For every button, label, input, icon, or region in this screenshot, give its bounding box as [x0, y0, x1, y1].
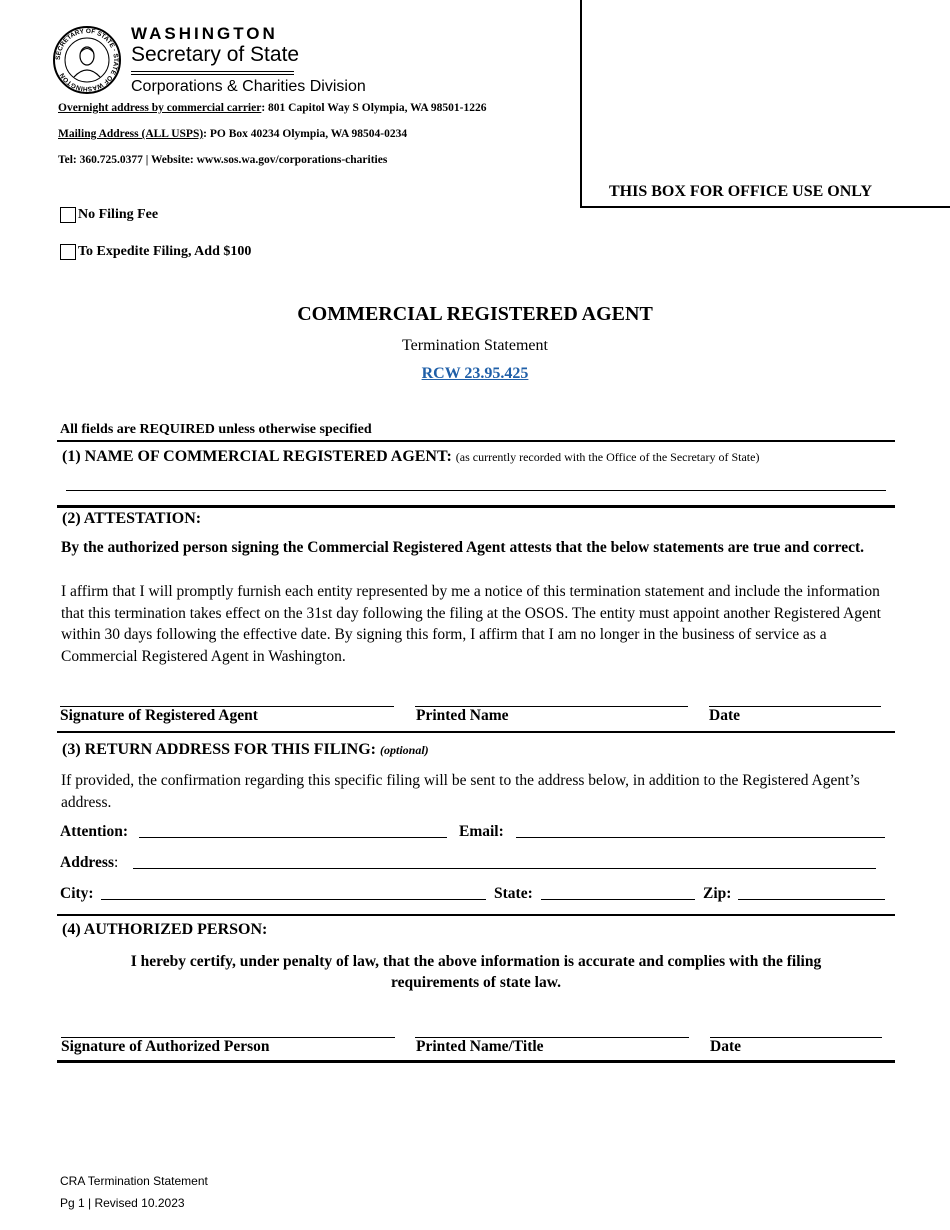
agency-state: WASHINGTON: [131, 24, 278, 43]
attention-field[interactable]: [139, 837, 447, 838]
signature-registered-agent-label: Signature of Registered Agent: [60, 707, 258, 724]
zip-field[interactable]: [738, 899, 885, 900]
agency-name: Secretary of State: [131, 43, 300, 66]
email-field[interactable]: [516, 837, 885, 838]
division-name: Corporations & Charities Division: [131, 78, 366, 95]
section-divider: [57, 914, 895, 916]
signature-authorized-person-label: Signature of Authorized Person: [61, 1038, 270, 1055]
section3-title: (3) RETURN ADDRESS FOR THIS FILING:: [62, 741, 376, 758]
mailing-address: [58, 128, 407, 140]
state-label: State:: [494, 885, 533, 902]
no-filing-fee-label: No Filing Fee: [78, 207, 159, 222]
mailing-label: Mailing Address (ALL USPS): [58, 128, 204, 140]
email-label: Email:: [459, 823, 504, 840]
return-address-body: If provided, the confirmation regarding this specific filing will be sent to the address below, in addition to the Registered Agent’s address.: [61, 772, 860, 811]
section-divider: [57, 1060, 895, 1063]
footer-page-info: Pg 1 | Revised 10.2023: [60, 1196, 185, 1210]
overnight-value: : 801 Capitol Way S Olympia, WA 98501-1226: [261, 102, 487, 114]
section2-heading: (2) ATTESTATION:: [62, 510, 202, 527]
overnight-address: [58, 102, 486, 114]
section-divider: [57, 440, 895, 442]
address-field[interactable]: [133, 868, 876, 869]
expedite-filing-label: To Expedite Filing, Add $100: [78, 244, 252, 259]
footer-form-name: CRA Termination Statement: [60, 1174, 208, 1188]
contact-line: Tel: 360.725.0377 | Website: www.sos.wa.gov/corporations-charities: [58, 154, 388, 166]
attestation-body: I affirm that I will promptly furnish each entity represented by me a notice of this termination statement and include the information that this termination takes effect on the 31st day following the filing at the OSOS. The entity must appoint another Registered Agent within 30 days following the effective date. By signing this form, I affirm that I am no longer in the business of service as a Commercial Registered Agent in Washington.: [61, 583, 881, 665]
state-field[interactable]: [541, 899, 695, 900]
section1-note: (as currently recorded with the Office of the Secretary of State): [455, 450, 760, 464]
city-label: City:: [60, 885, 94, 902]
header-divider: [131, 71, 294, 75]
zip-label: Zip:: [703, 885, 732, 902]
address-colon: :: [113, 854, 119, 871]
section1-title: (1) NAME OF COMMERCIAL REGISTERED AGENT:: [62, 448, 452, 465]
section3-heading: [62, 741, 429, 759]
no-filing-fee-checkbox[interactable]: [60, 207, 76, 223]
office-use-box: [580, 0, 950, 208]
certification-statement: I hereby certify, under penalty of law, that the above information is accurate and complies with the filing requirements of state law.: [130, 953, 822, 991]
state-seal: [52, 25, 122, 95]
expedite-filing-checkbox[interactable]: [60, 244, 76, 260]
printed-name-label: Printed Name: [416, 707, 509, 724]
address-label-group: [60, 854, 118, 872]
authorized-date-label: Date: [710, 1038, 741, 1055]
office-use-label: THIS BOX FOR OFFICE USE ONLY: [609, 183, 873, 200]
section1-heading: [62, 448, 759, 466]
attestation-statement: By the authorized person signing the Commercial Registered Agent attests that the below statements are true and correct.: [61, 539, 865, 556]
required-note: All fields are REQUIRED unless otherwise specified: [60, 422, 372, 437]
date-label: Date: [709, 707, 740, 724]
printed-name-title-label: Printed Name/Title: [416, 1038, 544, 1055]
agent-name-field[interactable]: [66, 490, 886, 491]
section-divider: [57, 731, 895, 733]
form-subtitle: Termination Statement: [402, 337, 548, 354]
seal-text: SECRETARY OF STATE · STATE OF WASHINGTON: [54, 27, 120, 93]
address-label: Address: [60, 854, 114, 871]
section4-heading: (4) AUTHORIZED PERSON:: [62, 921, 268, 938]
form-title: COMMERCIAL REGISTERED AGENT: [297, 303, 653, 325]
mailing-value: : PO Box 40234 Olympia, WA 98504-0234: [203, 128, 408, 140]
overnight-label: Overnight address by commercial carrier: [58, 102, 262, 114]
rcw-link[interactable]: RCW 23.95.425: [421, 365, 529, 382]
section-divider: [57, 505, 895, 508]
section3-optional: (optional): [379, 743, 429, 757]
city-field[interactable]: [101, 899, 486, 900]
attention-label: Attention:: [60, 823, 129, 840]
